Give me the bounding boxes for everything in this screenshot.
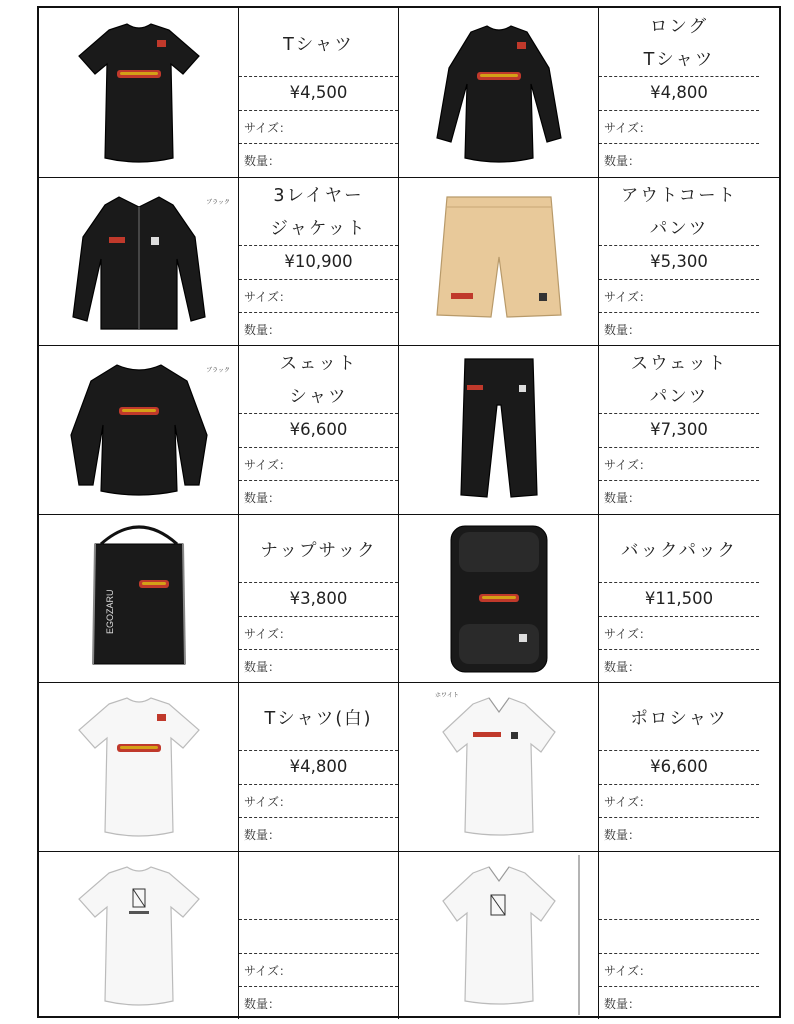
product-price: ¥6,600	[289, 420, 348, 439]
dashed-separator	[599, 784, 759, 785]
product-row	[39, 514, 779, 683]
dashed-separator	[599, 986, 759, 987]
product-info-cell	[239, 514, 399, 683]
product-price: ¥4,800	[289, 757, 348, 776]
dashed-separator	[239, 986, 398, 987]
color-tag: ブラック	[206, 198, 230, 206]
dashed-separator	[239, 817, 398, 818]
product-price: ¥6,600	[650, 757, 708, 776]
dashed-separator	[599, 312, 759, 313]
product-info-cell	[599, 682, 759, 851]
product-image-cell	[399, 345, 599, 514]
color-tag: ブラック	[206, 367, 230, 374]
row-divider	[39, 851, 779, 852]
dashed-separator	[239, 750, 398, 751]
product-info-cell	[599, 345, 759, 514]
product-info-cell	[239, 177, 399, 346]
dashed-separator	[599, 582, 759, 583]
product-image-cell	[399, 851, 599, 1020]
product-price: ¥10,900	[284, 251, 353, 271]
row-divider	[39, 177, 779, 178]
quantity-label[interactable]: 数量：	[244, 828, 281, 842]
dashed-separator	[239, 143, 398, 144]
white-tshirt-icon	[39, 682, 239, 850]
product-row	[39, 345, 779, 514]
size-label[interactable]: サイズ：	[604, 963, 652, 978]
row-divider	[39, 682, 779, 683]
product-info-cell	[599, 177, 759, 346]
product-name-line: スェット	[279, 354, 358, 374]
product-info-cell	[239, 8, 399, 177]
product-price: ¥4,500	[289, 83, 348, 102]
dashed-separator	[239, 76, 398, 77]
product-image-cell	[39, 8, 239, 177]
product-name-line: スウェット	[630, 354, 728, 374]
black-backpack-icon	[399, 514, 599, 682]
product-name-line: ジャケット	[270, 218, 367, 239]
dashed-separator	[599, 616, 759, 617]
black-tshirt-icon	[39, 8, 239, 176]
dashed-separator	[599, 649, 759, 650]
product-name-line: パンツ	[649, 218, 709, 239]
dashed-separator	[599, 110, 759, 111]
dashed-separator	[239, 279, 398, 280]
quantity-label[interactable]: 数量：	[244, 659, 281, 674]
dashed-separator	[239, 582, 398, 583]
quantity-label[interactable]: 数量：	[604, 154, 641, 168]
quantity-label[interactable]: 数量：	[244, 996, 281, 1011]
color-tag: ホワイト	[435, 692, 459, 699]
size-label[interactable]: サイズ：	[244, 289, 292, 304]
white-polo-back-print-icon	[399, 851, 599, 1019]
dashed-separator	[599, 817, 759, 818]
dashed-separator	[599, 76, 759, 77]
row-divider	[39, 514, 779, 515]
dashed-separator	[239, 649, 398, 650]
size-label[interactable]: サイズ：	[604, 795, 652, 809]
dashed-separator	[239, 953, 398, 954]
quantity-label[interactable]: 数量：	[604, 322, 641, 337]
white-polo-icon	[399, 682, 599, 850]
black-sweatpants-icon	[399, 345, 599, 513]
product-info-cell	[599, 851, 759, 1020]
dashed-separator	[599, 245, 759, 246]
product-row	[39, 8, 779, 177]
product-info-cell	[239, 682, 399, 851]
product-name-line: Tシャツ	[643, 50, 715, 70]
quantity-label[interactable]: 数量：	[604, 828, 641, 842]
product-row	[39, 177, 779, 346]
product-price: ¥11,500	[644, 588, 714, 608]
product-image-cell	[39, 514, 239, 683]
product-info-cell	[239, 851, 399, 1020]
product-name-line: ロング	[649, 17, 709, 37]
product-name-line: シャツ	[289, 387, 348, 407]
dashed-separator	[599, 953, 759, 954]
dashed-separator	[599, 919, 759, 920]
dashed-separator	[239, 784, 398, 785]
dashed-separator	[239, 245, 398, 246]
product-image-cell	[399, 682, 599, 851]
size-label[interactable]: サイズ：	[244, 626, 292, 641]
product-image-cell	[39, 682, 239, 851]
size-label[interactable]: サイズ：	[604, 458, 652, 472]
product-image-cell	[399, 514, 599, 683]
product-info-cell	[239, 345, 399, 514]
product-price: ¥7,300	[650, 420, 708, 439]
size-label[interactable]: サイズ：	[244, 458, 292, 472]
product-image-cell	[399, 177, 599, 346]
product-name: Tシャツ(白)	[264, 709, 373, 729]
dashed-separator	[599, 143, 759, 144]
product-price: ¥3,800	[289, 588, 348, 608]
product-name: ポロシャツ	[630, 709, 728, 729]
product-info-cell	[599, 8, 759, 177]
size-label[interactable]: サイズ：	[244, 121, 292, 135]
dashed-separator	[599, 750, 759, 751]
dashed-separator	[239, 447, 398, 448]
quantity-label[interactable]: 数量：	[244, 154, 281, 168]
product-name: ナップサック	[260, 540, 377, 561]
dashed-separator	[599, 447, 759, 448]
product-name-line: アウトコート	[620, 185, 738, 206]
quantity-label[interactable]: 数量：	[604, 491, 641, 505]
size-label[interactable]: サイズ：	[244, 795, 292, 809]
product-price: ¥4,800	[650, 83, 708, 102]
product-name: Tシャツ	[283, 35, 354, 55]
svg-text:EGOZARU: EGOZARU	[105, 588, 115, 634]
quantity-label[interactable]: 数量：	[604, 996, 641, 1011]
dashed-separator	[599, 413, 759, 414]
dashed-separator	[239, 616, 398, 617]
size-label[interactable]: サイズ：	[604, 626, 652, 641]
order-form-table	[37, 6, 781, 1018]
product-price: ¥5,300	[650, 251, 708, 271]
row-divider	[39, 345, 779, 346]
dashed-separator	[599, 279, 759, 280]
dashed-separator	[239, 312, 398, 313]
white-tshirt-back-print-icon	[39, 851, 239, 1019]
size-label[interactable]: サイズ：	[604, 289, 652, 304]
size-label[interactable]: サイズ：	[604, 121, 652, 135]
product-image-cell	[39, 177, 239, 346]
size-label[interactable]: サイズ：	[244, 963, 292, 978]
dashed-separator	[239, 110, 398, 111]
dashed-separator	[239, 413, 398, 414]
product-info-cell	[599, 514, 759, 683]
product-row	[39, 851, 779, 1020]
product-name-line: 3レイヤー	[273, 185, 364, 206]
product-image-cell	[399, 8, 599, 177]
quantity-label[interactable]: 数量：	[244, 322, 281, 337]
beige-shorts-icon	[399, 177, 599, 345]
dashed-separator	[239, 919, 398, 920]
product-image-cell	[39, 345, 239, 514]
product-row	[39, 682, 779, 851]
product-name-line: パンツ	[649, 387, 709, 407]
dashed-separator	[239, 480, 398, 481]
quantity-label[interactable]: 数量：	[244, 491, 281, 505]
black-long-sleeve-tshirt-icon	[399, 8, 599, 176]
product-name: バックパック	[621, 540, 737, 561]
black-drawstring-bag-icon	[39, 514, 239, 682]
quantity-label[interactable]: 数量：	[604, 659, 641, 674]
dashed-separator	[599, 480, 759, 481]
product-image-cell	[39, 851, 239, 1020]
